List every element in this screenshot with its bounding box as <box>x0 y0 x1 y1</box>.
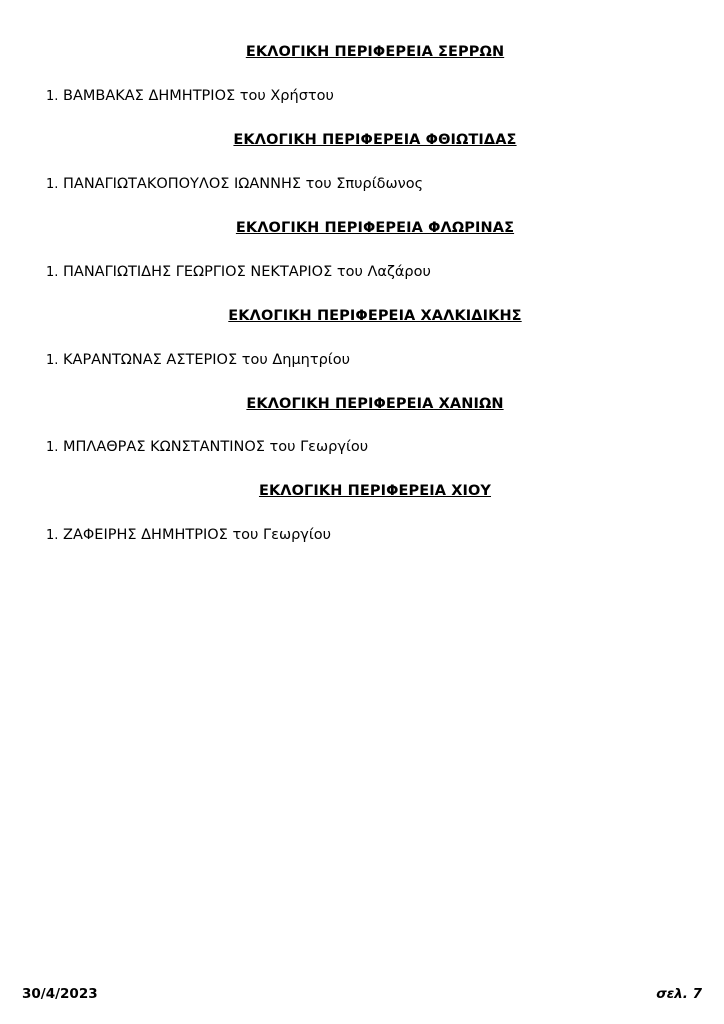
candidate-number: 1. <box>46 352 59 368</box>
page-footer <box>0 982 724 1002</box>
candidate-number: 1. <box>46 176 59 192</box>
candidate-row <box>0 265 724 281</box>
spacer <box>0 237 724 265</box>
region-section-chalkidikis <box>0 309 724 397</box>
candidate-row <box>0 353 724 369</box>
spacer <box>0 281 724 309</box>
spacer <box>0 61 724 89</box>
spacer <box>0 149 724 177</box>
region-section-fthiotidas <box>0 133 724 221</box>
region-heading: ΕΚΛΟΓΙΚΗ ΠΕΡΙΦΕΡΕΙΑ ΧΑΛΚΙΔΙΚΗΣ <box>228 307 522 324</box>
candidate-patronymic: του Γεωργίου <box>269 439 369 456</box>
spacer <box>0 456 724 484</box>
spacer <box>0 500 724 528</box>
region-section-serron <box>0 45 724 133</box>
region-heading: ΕΚΛΟΓΙΚΗ ΠΕΡΙΦΕΡΕΙΑ ΧΑΝΙΩΝ <box>246 395 504 412</box>
footer-page-number: σελ. 7 <box>656 986 702 1002</box>
region-section-chanion <box>0 397 724 485</box>
spacer <box>0 369 724 397</box>
region-heading: ΕΚΛΟΓΙΚΗ ΠΕΡΙΦΕΡΕΙΑ ΣΕΡΡΩΝ <box>245 44 505 60</box>
candidate-patronymic: του Γεωργίου <box>232 527 332 544</box>
spacer <box>0 325 724 353</box>
candidate-row <box>0 89 724 105</box>
region-heading: ΕΚΛΟΓΙΚΗ ΠΕΡΙΦΕΡΕΙΑ ΦΘΙΩΤΙΔΑΣ <box>233 131 517 148</box>
document-body <box>0 45 724 544</box>
candidate-name: ΒΑΜΒΑΚΑΣ ΔΗΜΗΤΡΙΟΣ <box>63 87 236 104</box>
candidate-name: ΖΑΦΕΙΡΗΣ ΔΗΜΗΤΡΙΟΣ <box>63 527 228 544</box>
candidate-name: ΚΑΡΑΝΤΩΝΑΣ ΑΣΤΕΡΙΟΣ <box>63 351 238 368</box>
region-heading: ΕΚΛΟΓΙΚΗ ΠΕΡΙΦΕΡΕΙΑ ΧΙΟΥ <box>258 483 492 500</box>
footer-date: 30/4/2023 <box>22 986 98 1002</box>
candidate-number: 1. <box>46 440 59 456</box>
candidate-row <box>0 528 724 544</box>
region-section-florinas <box>0 221 724 309</box>
candidate-number: 1. <box>46 528 59 544</box>
spacer <box>0 412 724 440</box>
candidate-patronymic: του Σπυρίδωνος <box>305 175 424 192</box>
spacer <box>0 105 724 133</box>
candidate-row <box>0 177 724 193</box>
candidate-patronymic: του Δημητρίου <box>241 351 350 368</box>
region-heading: ΕΚΛΟΓΙΚΗ ΠΕΡΙΦΕΡΕΙΑ ΦΛΩΡΙΝΑΣ <box>235 219 515 236</box>
candidate-number: 1. <box>46 88 59 104</box>
candidate-name: ΜΠΛΑΘΡΑΣ ΚΩΝΣΤΑΝΤΙΝΟΣ <box>63 439 265 456</box>
candidate-row <box>0 440 724 456</box>
candidate-name: ΠΑΝΑΓΙΩΤΙΔΗΣ ΓΕΩΡΓΙΟΣ ΝΕΚΤΑΡΙΟΣ <box>63 263 333 280</box>
spacer <box>0 193 724 221</box>
candidate-patronymic: του Χρήστου <box>239 87 334 104</box>
candidate-patronymic: του Λαζάρου <box>336 263 431 280</box>
candidate-number: 1. <box>46 264 59 280</box>
region-section-chiou <box>0 484 724 544</box>
candidate-name: ΠΑΝΑΓΙΩΤΑΚΟΠΟΥΛΟΣ ΙΩΑΝΝΗΣ <box>63 175 302 192</box>
